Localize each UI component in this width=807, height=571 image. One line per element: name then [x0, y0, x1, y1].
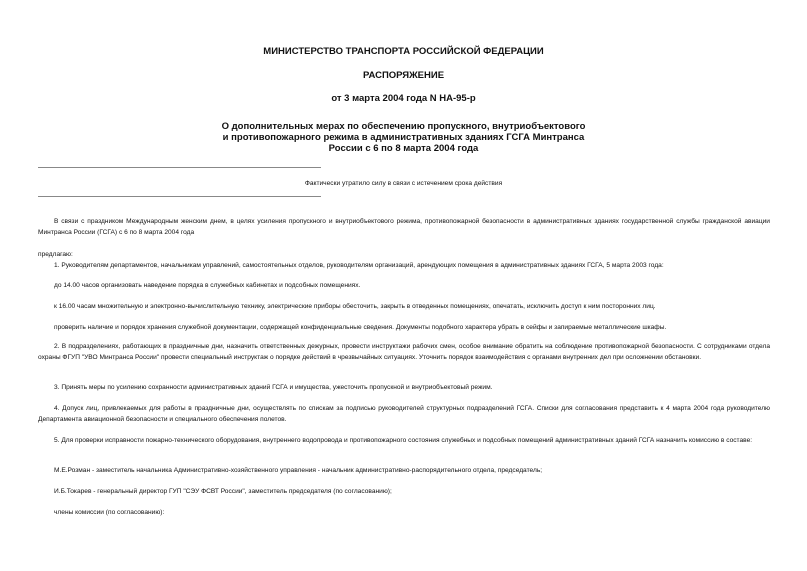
- item-5: 5. Для проверки исправности пожарно-технического оборудования, внутреннего водопровода и противопожарного состояния служебных и подсобных помещений административных зданий ГСГА назначить комиссию в составе:: [54, 437, 753, 444]
- item-2: 2. В подразделениях, работающих в праздничные дни, назначить ответственных дежурных, провести инструктажи рабочих смен, особое внимание обратить на соблюдение противопожарной безопасности. С сотрудниками отдела охраны ФГУП "УВО Минтранса России" провести специальный инструктаж о порядке действий в чрезвычайных ситуациях. Уточнить порядок взаимодействия с органами внутренних дел при осложнении обстановки.: [38, 343, 770, 361]
- title-line-2: и противопожарного режима в административных зданиях ГСГА Минтранса: [222, 132, 585, 143]
- status-note: Фактически утратило силу в связи с истечением срока действия: [304, 180, 503, 187]
- commission-member-1: М.Е.Розман - заместитель начальника Административно-хозяйственного управления - начальник административно-распорядительного отдела, председатель;: [54, 467, 543, 474]
- item-1-a: до 14.00 часов организовать наведение порядка в служебных кабинетах и подсобных помещениях.: [54, 282, 361, 289]
- document-type: РАСПОРЯЖЕНИЕ: [362, 70, 445, 81]
- divider-bottom: [38, 196, 321, 197]
- intro-paragraph: В связи с праздником Международным женским днем, в целях усиления пропускного и внутриобъектового режима, противопожарной безопасности в административных зданиях государственной службы гражданской авиации Минтранса России (ГСГА) с 6 по 8 марта 2004 года: [38, 218, 770, 236]
- proposal-text: предлагаю:: [38, 251, 73, 258]
- ministry-heading: МИНИСТЕРСТВО ТРАНСПОРТА РОССИЙСКОЙ ФЕДЕРАЦИИ: [263, 46, 544, 57]
- commission-members-label: члены комиссии (по согласованию):: [54, 509, 165, 516]
- item-1: 1. Руководителям департаментов, начальникам управлений, самостоятельных отделов, руководителям организаций, арендующих помещения в административных зданиях ГСГА, 5 марта 2003 года:: [54, 262, 664, 269]
- commission-member-2: И.Б.Токарев - генеральный директор ГУП "СЭУ ФСВТ России", заместитель председателя (по согласованию);: [54, 488, 392, 495]
- item-3: 3. Принять меры по усилению сохранности административных зданий ГСГА и имущества, ужесточить пропускной и внутриобъектовый режим.: [54, 384, 493, 391]
- divider-top: [38, 167, 321, 168]
- item-4: 4. Допуск лиц, привлекаемых для работы в праздничные дни, осуществлять по спискам за подписью руководителей структурных подразделений ГСГА. Списки для согласования представить к 4 марта 2004 года руководителю Департамента авиационной безопасности и специального обеспечения полетов.: [38, 405, 770, 423]
- item-1-c: проверить наличие и порядок хранения служебной документации, содержащей конфиденциальные сведения. Документы подобного характера убрать в сейфы и запираемые металлические шкафы.: [54, 324, 667, 331]
- title-line-3: России с 6 по 8 марта 2004 года: [328, 143, 479, 154]
- title-line-1: О дополнительных мерах по обеспечению пропускного, внутриобъектового: [221, 121, 586, 132]
- item-1-b: к 16.00 часам множительную и электронно-вычислительную технику, электрические приборы обесточить, закрыть в отведенных помещениях, опечатать, исключить доступ к ним посторонних лиц.: [54, 303, 656, 310]
- date-and-number: от 3 марта 2004 года N НА-95-р: [331, 93, 476, 104]
